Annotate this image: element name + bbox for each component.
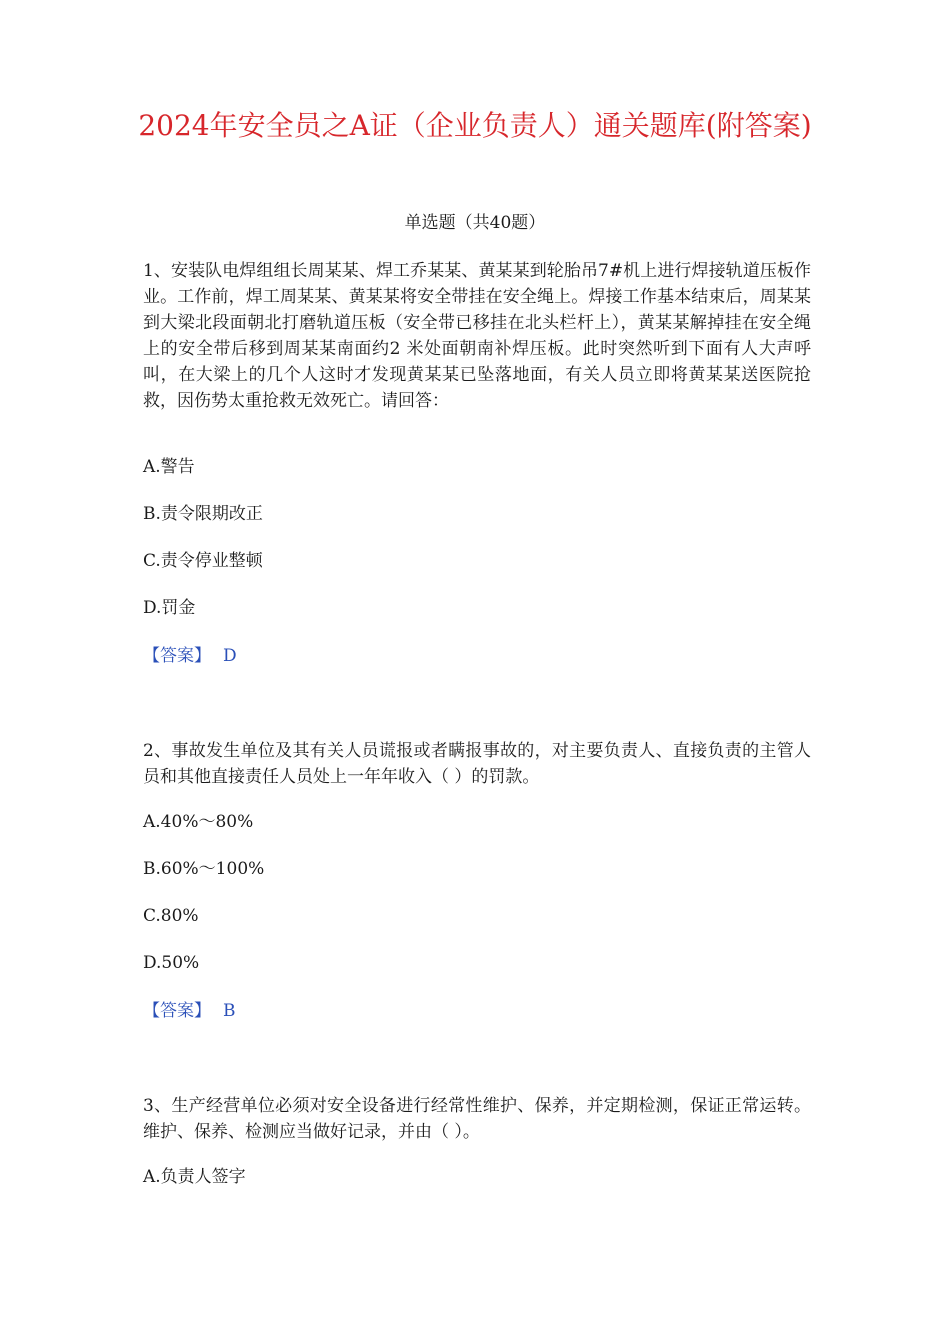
answer-value: B xyxy=(223,1001,236,1021)
question-1-answer xyxy=(143,643,237,669)
question-1-option-c: C.责令停业整顿 xyxy=(143,551,263,571)
section-heading: 单选题（共40题） xyxy=(404,213,546,233)
question-3-text: 3、生产经营单位必须对安全设备进行经常性维护、保养，并定期检测，保证正常运转。维护、保养、检测应当做好记录，并由（ ）。 xyxy=(143,1096,811,1142)
answer-value: D xyxy=(223,646,237,666)
answer-tag: 【答案】 xyxy=(143,646,211,666)
question-1-text: 1、安装队电焊组组长周某某、焊工乔某某、黄某某到轮胎吊7#机上进行焊接轨道压板作业。工作前，焊工周某某、黄某某将安全带挂在安全绳上。焊接工作基本结束后，周某某到大梁北段面朝北打磨轨道压板（安全带已移挂在北头栏杆上），黄某某解掉挂在安全绳上的安全带后移到周某某南面约2 米处面朝南补焊压板。此时突然听到下面有人大声呼叫，在大梁上的几个人这时才发现黄某某已坠落地面，有关人员立即将黄某某送医院抢救，因伤势太重抢救无效死亡。请回答： xyxy=(143,261,811,411)
question-1-option-d: D.罚金 xyxy=(143,598,196,618)
question-1-option-b: B.责令限期改正 xyxy=(143,504,263,524)
question-2-option-a: A.40%～80% xyxy=(143,812,254,832)
question-1-option-a: A.警告 xyxy=(143,457,195,477)
question-3-option-a: A.负责人签字 xyxy=(143,1167,246,1187)
answer-tag: 【答案】 xyxy=(143,1001,211,1021)
question-2-option-b: B.60%～100% xyxy=(143,859,265,879)
document-title: 2024年安全员之A证（企业负责人）通关题库(附答案) xyxy=(138,109,812,142)
question-2-option-d: D.50% xyxy=(143,953,200,973)
question-2-option-c: C.80% xyxy=(143,906,199,926)
question-2-answer xyxy=(143,998,236,1024)
question-2-text: 2、事故发生单位及其有关人员谎报或者瞒报事故的，对主要负责人、直接负责的主管人员和其他直接责任人员处上一年年收入（ ）的罚款。 xyxy=(143,741,811,787)
